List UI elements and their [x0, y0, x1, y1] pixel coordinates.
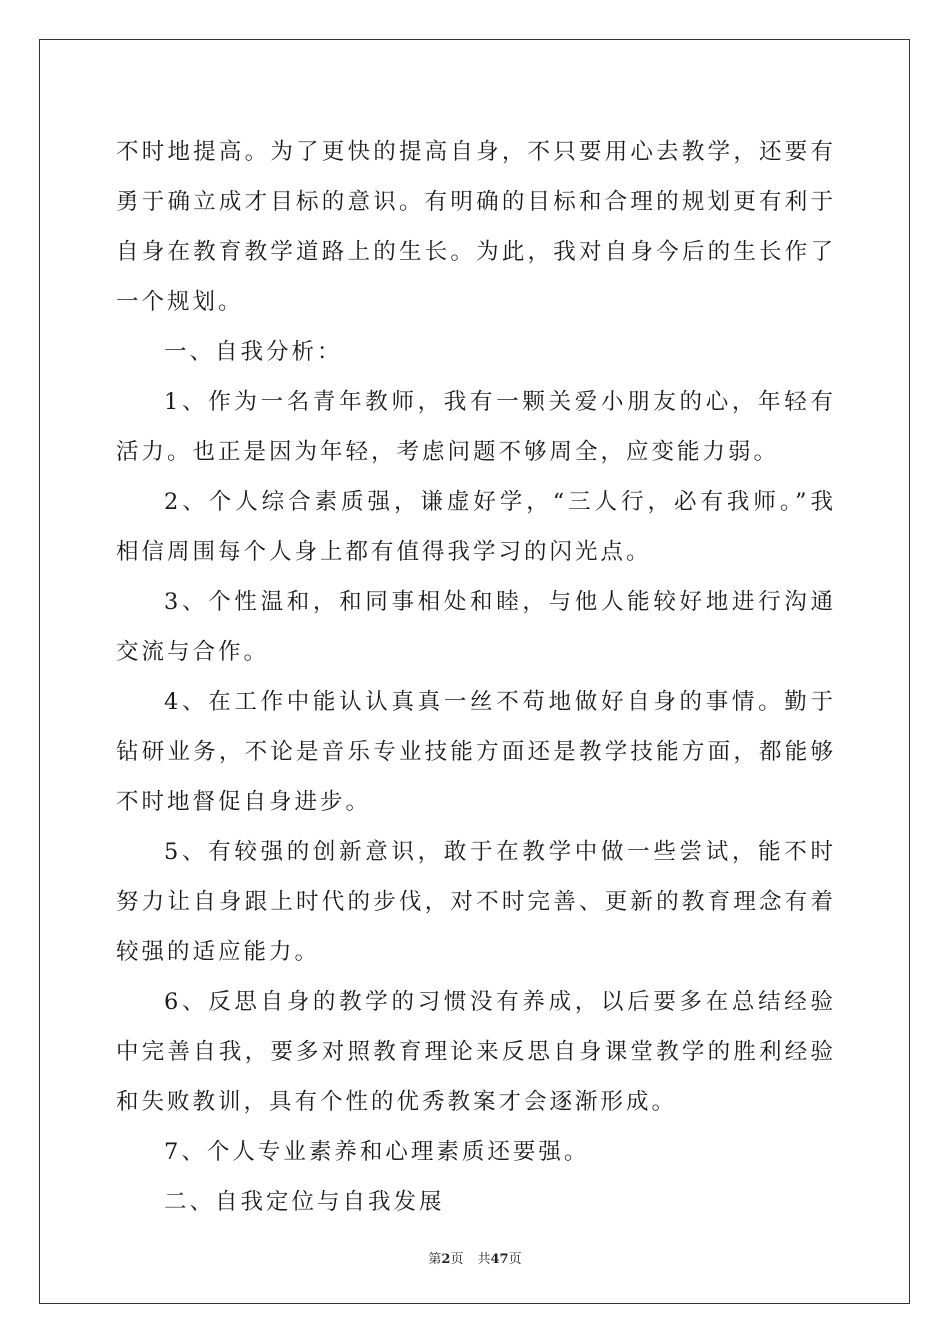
page-number: 2 — [441, 1252, 451, 1267]
section-heading-self-positioning: 二、自我定位与自我发展 — [164, 1189, 445, 1215]
total-pages: 47 — [490, 1252, 509, 1267]
paragraph-intro: 不时地提高。为了更快的提高自身，不只要用心去教学，还要有勇于确立成才目标的意识。有明确的目标和合理的规划更有利于自身在教育教学道路上的生长。为此，我对自身今后的生长作了一个规划。 — [116, 139, 836, 315]
paragraph-item-6: 6、反思自身的教学的习惯没有养成，以后要多在总结经验中完善自我，要多对照教育理论来反思自身课堂教学的胜利经验和失败教训，具有个性的优秀教案才会逐渐形成。 — [116, 989, 836, 1115]
paragraph-item-7: 7、个人专业素养和心理素质还要强。 — [164, 1139, 590, 1165]
page-suffix: 页 — [450, 1252, 464, 1267]
total-prefix: 共 — [477, 1252, 491, 1267]
total-suffix: 页 — [508, 1252, 522, 1267]
section-heading-self-analysis: 一、自我分析： — [164, 339, 343, 365]
paragraph-item-3: 3、个性温和，和同事相处和睦，与他人能较好地进行沟通交流与合作。 — [116, 589, 836, 665]
paragraph-item-4: 4、在工作中能认认真真一丝不苟地做好自身的事情。勤于钻研业务，不论是音乐专业技能方面还是教学技能方面，都能够不时地督促自身进步。 — [116, 689, 836, 815]
page-prefix: 第 — [428, 1252, 442, 1267]
page-footer — [0, 1248, 950, 1267]
paragraph-item-2: 2、个人综合素质强，谦虚好学，“三人行，必有我师。”我相信周围每个人身上都有值得我学习的闪光点。 — [116, 489, 836, 565]
paragraph-item-1: 1、作为一名青年教师，我有一颗关爱小朋友的心，年轻有活力。也正是因为年轻，考虑问题不够周全，应变能力弱。 — [116, 389, 836, 465]
document-body — [116, 127, 836, 1227]
paragraph-item-5: 5、有较强的创新意识，敢于在教学中做一些尝试，能不时努力让自身跟上时代的步伐，对不时完善、更新的教育理念有着较强的适应能力。 — [116, 839, 836, 965]
